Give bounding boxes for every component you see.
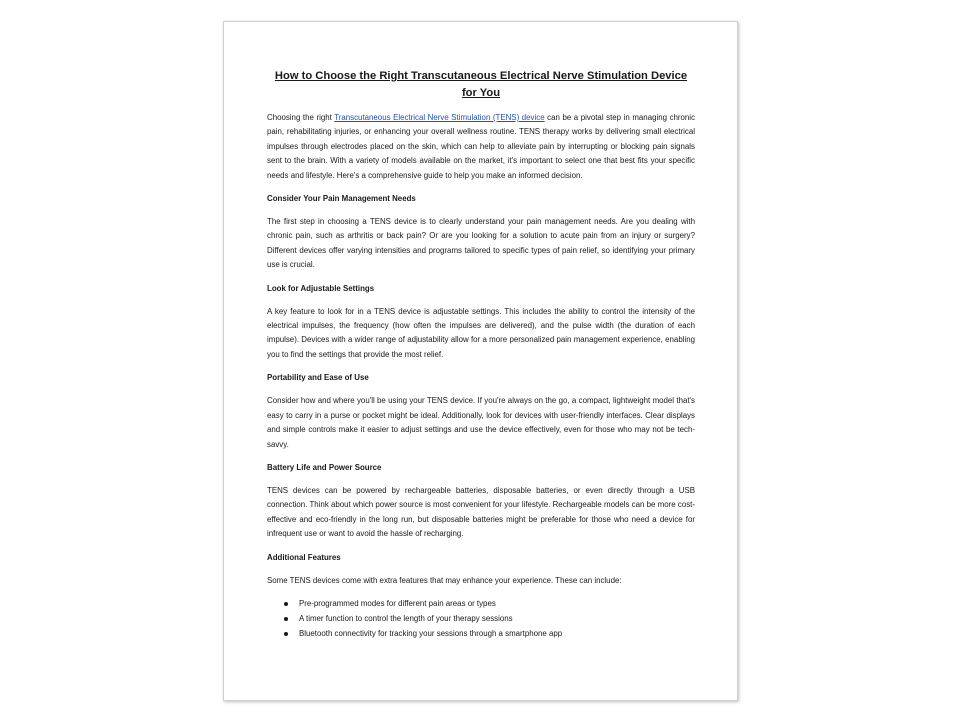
list-item-text: Bluetooth connectivity for tracking your sessions through a smartphone app: [299, 628, 563, 638]
section-heading-adjustable-settings: Look for Adjustable Settings: [267, 283, 375, 293]
list-item-text: Pre-programmed modes for different pain areas or types: [299, 598, 496, 608]
list-item: [267, 627, 695, 642]
section-heading-battery-life: Battery Life and Power Source: [267, 462, 382, 472]
bullet-icon: [284, 632, 288, 636]
bullet-icon: [284, 602, 288, 606]
intro-text-after-link: can be a pivotal step in managing chronic pain, rehabilitating injuries, or enhancing your overall wellness routine. TENS therapy works by delivering small electrical impulses through electrodes placed on the skin, which can help to alleviate pain by interrupting or blocking pain signals sent to the brain. With a variety of models available on the market, it's important to select one that best fits your specific needs and lifestyle. Here's a comprehensive guide to help you make an informed decision.: [267, 113, 696, 180]
document-title: How to Choose the Right Transcutaneous Electrical Nerve Stimulation Device for You: [274, 70, 688, 99]
document-content: [267, 68, 695, 641]
section-body-adjustable-settings: A key feature to look for in a TENS device is adjustable settings. This includes the ability to control the intensity of the electrical impulses, the frequency (how often the impulses are delivered), and the pulse width (the duration of each impulse). Devices with a wider range of adjustability allow for a more personalized pain management experience, enabling you to find the settings that provide the most relief.: [267, 306, 695, 359]
intro-text-before-link: Choosing the right: [267, 113, 335, 122]
section-body-additional-features: Some TENS devices come with extra features that may enhance your experience. These can include:: [267, 575, 622, 585]
tens-device-link[interactable]: Transcutaneous Electrical Nerve Stimulation (TENS) device: [334, 113, 545, 122]
feature-list: [267, 597, 695, 641]
list-item: [267, 612, 695, 627]
section-heading-additional-features: Additional Features: [267, 552, 341, 562]
section-body-pain-management: The first step in choosing a TENS device is to clearly understand your pain management needs. Are you dealing with chronic pain, such as arthritis or back pain? Or are you looking for a solution to acute pain from an injury or surgery? Different devices offer varying intensities and programs tailored to specific types of pain relief, so identifying your primary use is crucial.: [267, 217, 695, 270]
document-page: [223, 21, 738, 701]
intro-paragraph: [267, 111, 695, 183]
bullet-icon: [284, 617, 288, 621]
list-item-text: A timer function to control the length of your therapy sessions: [299, 613, 513, 623]
list-item: [267, 597, 695, 612]
section-heading-portability: Portability and Ease of Use: [267, 373, 369, 383]
section-body-portability: Consider how and where you'll be using your TENS device. If you're always on the go, a compact, lightweight model that's easy to carry in a purse or pocket might be ideal. Additionally, look for devices with user-friendly interfaces. Clear displays and simple controls make it easier to adjust settings and use the device effectively, even for those who may not be tech-savvy.: [267, 396, 695, 449]
section-body-battery-life: TENS devices can be powered by rechargeable batteries, disposable batteries, or even directly through a USB connection. Think about which power source is most convenient for your lifestyle. Rechargeable models can be more cost-effective and eco-friendly in the long run, but disposable batteries might be preferable for those who need a device for infrequent use or want to avoid the hassle of recharging.: [267, 485, 695, 539]
section-heading-pain-management: Consider Your Pain Management Needs: [267, 194, 416, 204]
